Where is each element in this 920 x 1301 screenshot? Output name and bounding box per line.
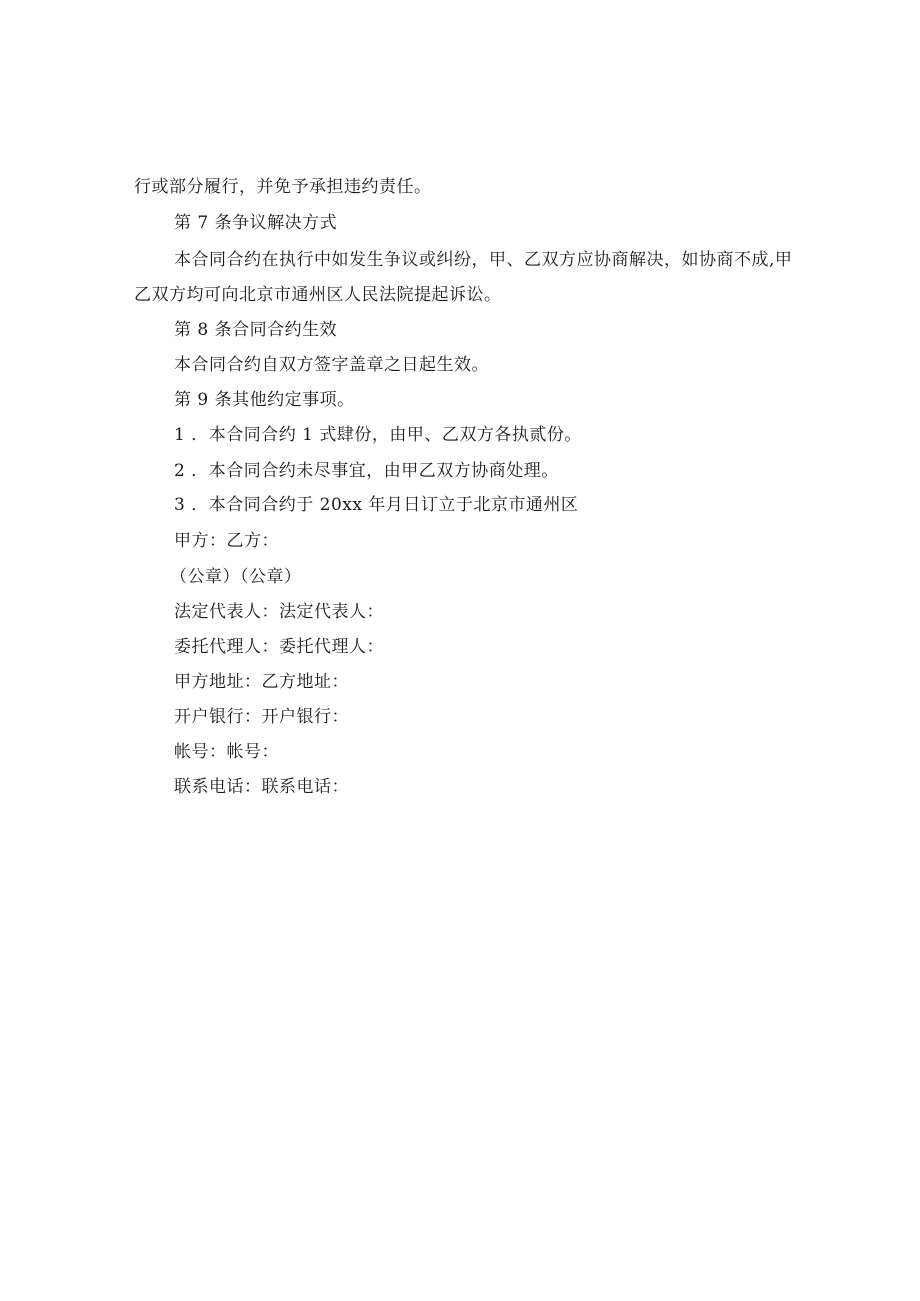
article-7-text-line-2: 乙双方均可向北京市通州区人民法院提起诉讼。 bbox=[134, 285, 502, 305]
account-number-labels: 帐号：帐号： bbox=[174, 742, 279, 762]
address-labels: 甲方地址：乙方地址： bbox=[174, 672, 349, 692]
article-9-item-3: 3 ．本合同合约于 20xx 年月日订立于北京市通州区 bbox=[174, 495, 579, 515]
contact-phone-labels: 联系电话：联系电话： bbox=[174, 777, 349, 797]
article-7-text-line-1: 本合同合约在执行中如发生争议或纠纷，甲、乙双方应协商解决，如协商不成,甲 bbox=[174, 250, 793, 270]
article-7-heading: 第 7 条争议解决方式 bbox=[174, 213, 338, 233]
article-8-heading: 第 8 条合同合约生效 bbox=[174, 320, 338, 340]
clause-continuation-text: 行或部分履行，并免予承担违约责任。 bbox=[134, 177, 432, 197]
article-8-text: 本合同合约自双方签字盖章之日起生效。 bbox=[174, 355, 489, 375]
article-9-heading: 第 9 条其他约定事项。 bbox=[174, 390, 355, 410]
article-9-item-1: 1 ．本合同合约 1 式肆份，由甲、乙双方各执贰份。 bbox=[174, 425, 582, 445]
bank-labels: 开户银行：开户银行： bbox=[174, 707, 349, 727]
legal-representative-labels: 法定代表人：法定代表人： bbox=[174, 602, 384, 622]
seal-labels: （公章）（公章） bbox=[170, 567, 302, 587]
article-9-item-2: 2 ．本合同合约未尽事宜，由甲乙双方协商处理。 bbox=[174, 461, 559, 481]
party-labels: 甲方：乙方： bbox=[174, 531, 279, 551]
authorized-agent-labels: 委托代理人：委托代理人： bbox=[174, 637, 384, 657]
